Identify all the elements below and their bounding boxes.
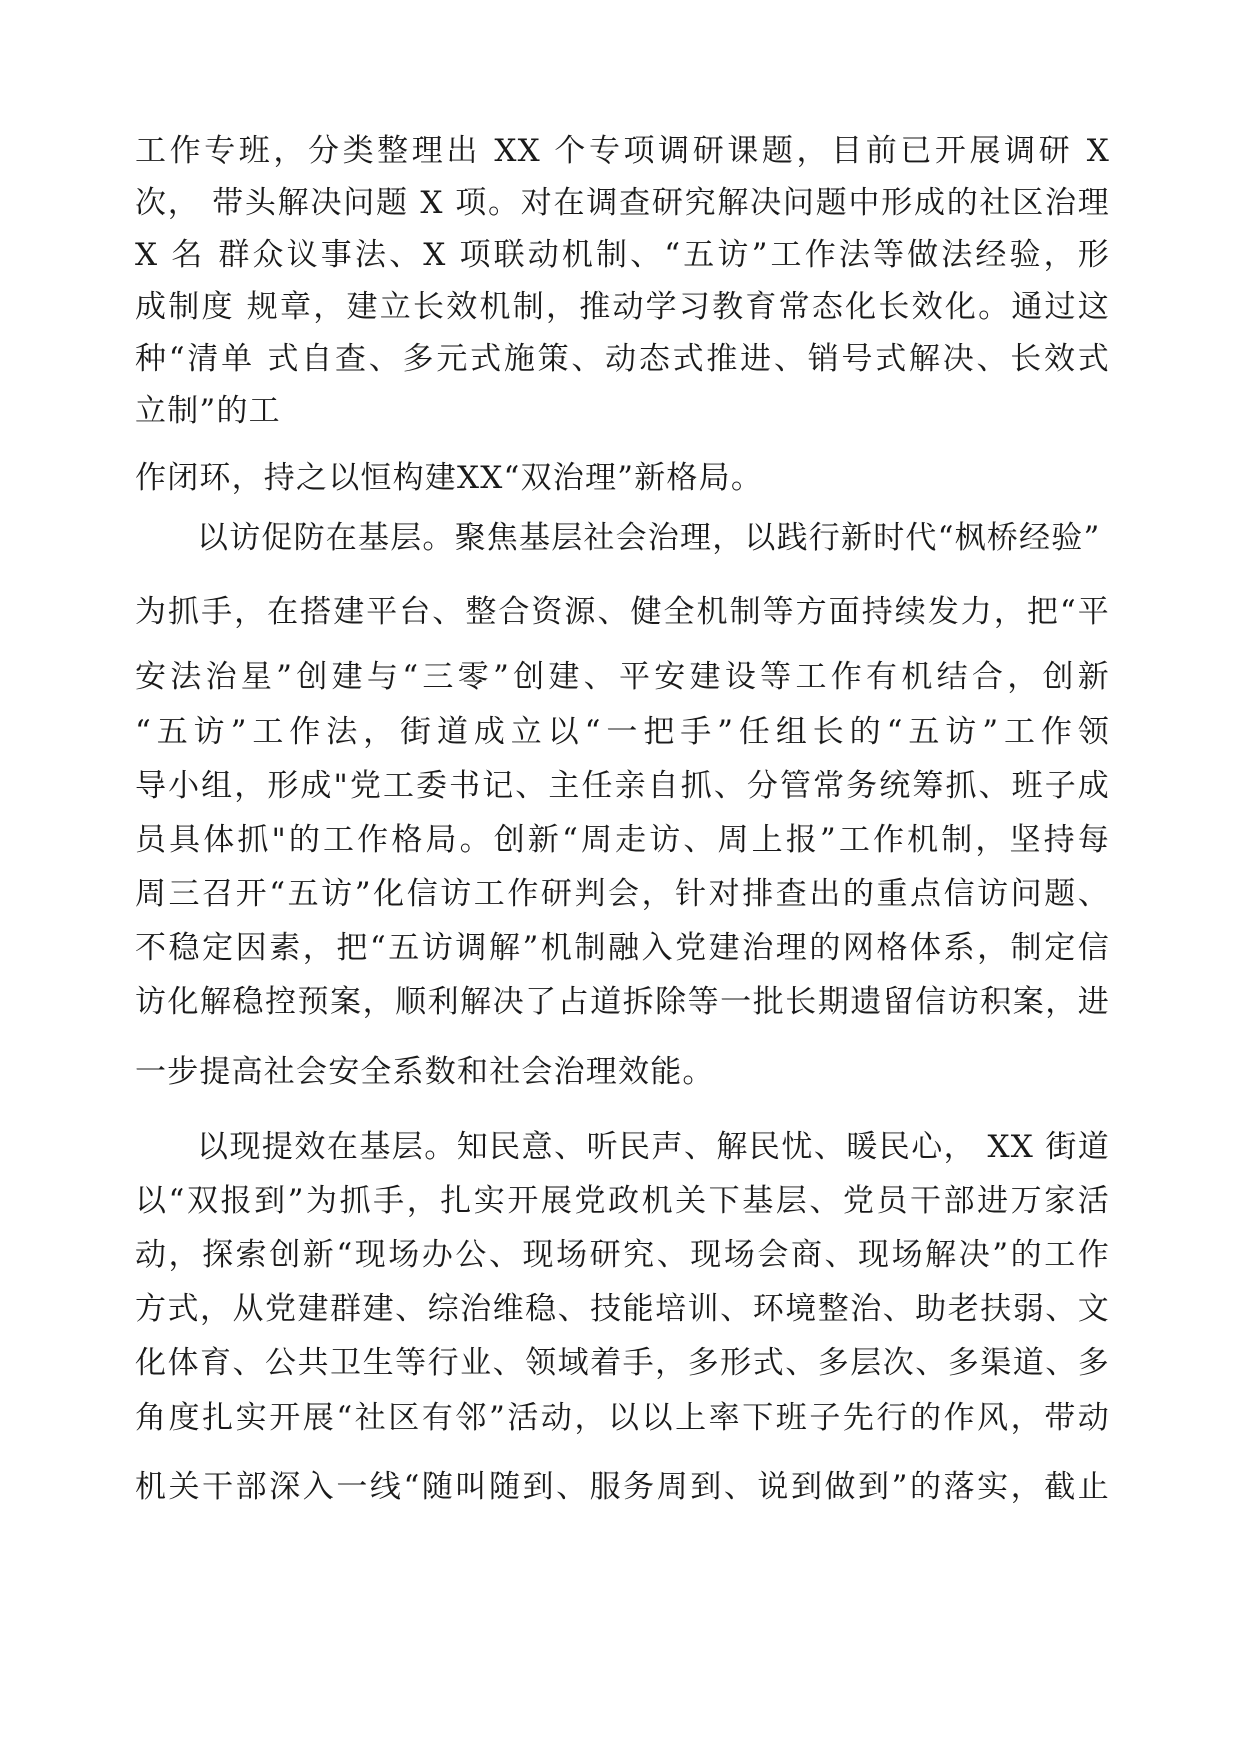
- text-line: 方式，从党建群建、综治维稳、技能培训、环境整治、助老扶弱、文: [135, 1291, 1110, 1327]
- text-line: 安法治星”创建与“三零”创建、平安建设等工作有机结合，创新: [135, 659, 1110, 695]
- text-line: 成制度 规章，建立长效机制，推动学习教育常态化长效化。通过这: [135, 289, 1110, 325]
- text-line: 员具体抓"的工作格局。创新“周走访、周上报”工作机制，坚持每: [135, 822, 1110, 858]
- text-line: 导小组，形成"党工委书记、主任亲自抓、分管常务统筹抓、班子成: [135, 768, 1110, 804]
- text-line: 周三召开“五访”化信访工作研判会，针对排查出的重点信访问题、: [135, 876, 1110, 912]
- text-line: 访化解稳控预案，顺利解决了占道拆除等一批长期遗留信访积案，进: [135, 984, 1110, 1020]
- text-line: 立制”的工: [135, 393, 281, 429]
- paragraph-heading-line: 以现提效在基层。知民意、听民声、解民忧、暖民心， XX 街道: [197, 1129, 1110, 1165]
- text-line: 化体育、公共卫生等行业、领域着手，多形式、多层次、多渠道、多: [135, 1345, 1110, 1381]
- text-line: 次， 带头解决问题 X 项。对在调查研究解决问题中形成的社区治理: [135, 185, 1110, 221]
- paragraph-heading-line: 以访促防在基层。聚焦基层社会治理，以践行新时代“枫桥经验”: [197, 520, 1101, 556]
- text-line: 一步提高社会安全系数和社会治理效能。: [135, 1054, 715, 1090]
- text-line: 不稳定因素，把“五访调解”机制融入党建治理的网格体系，制定信: [135, 930, 1110, 966]
- text-line: 为抓手，在搭建平台、整合资源、健全机制等方面持续发力，把“平: [135, 594, 1110, 630]
- text-line: 工作专班，分类整理出 XX 个专项调研课题，目前已开展调研 X: [135, 133, 1110, 169]
- text-line: 以“双报到”为抓手，扎实开展党政机关下基层、党员干部进万家活: [135, 1183, 1110, 1219]
- text-line: 种“清单 式自查、多元式施策、动态式推进、销号式解决、长效式: [135, 341, 1110, 377]
- text-line: X 名 群众议事法、X 项联动机制、“五访”工作法等做法经验，形: [135, 237, 1110, 273]
- text-line: 机关干部深入一线“随叫随到、服务周到、说到做到”的落实，截止: [135, 1469, 1110, 1505]
- text-line: 动，探索创新“现场办公、现场研究、现场会商、现场解决”的工作: [135, 1237, 1110, 1273]
- text-line: 角度扎实开展“社区有邻”活动，以以上率下班子先行的作风，带动: [135, 1400, 1110, 1436]
- text-line: “五访”工作法，街道成立以“一把手”任组长的“五访”工作领: [135, 714, 1110, 750]
- text-line: 作闭环，持之以恒构建XX“双治理”新格局。: [135, 460, 764, 496]
